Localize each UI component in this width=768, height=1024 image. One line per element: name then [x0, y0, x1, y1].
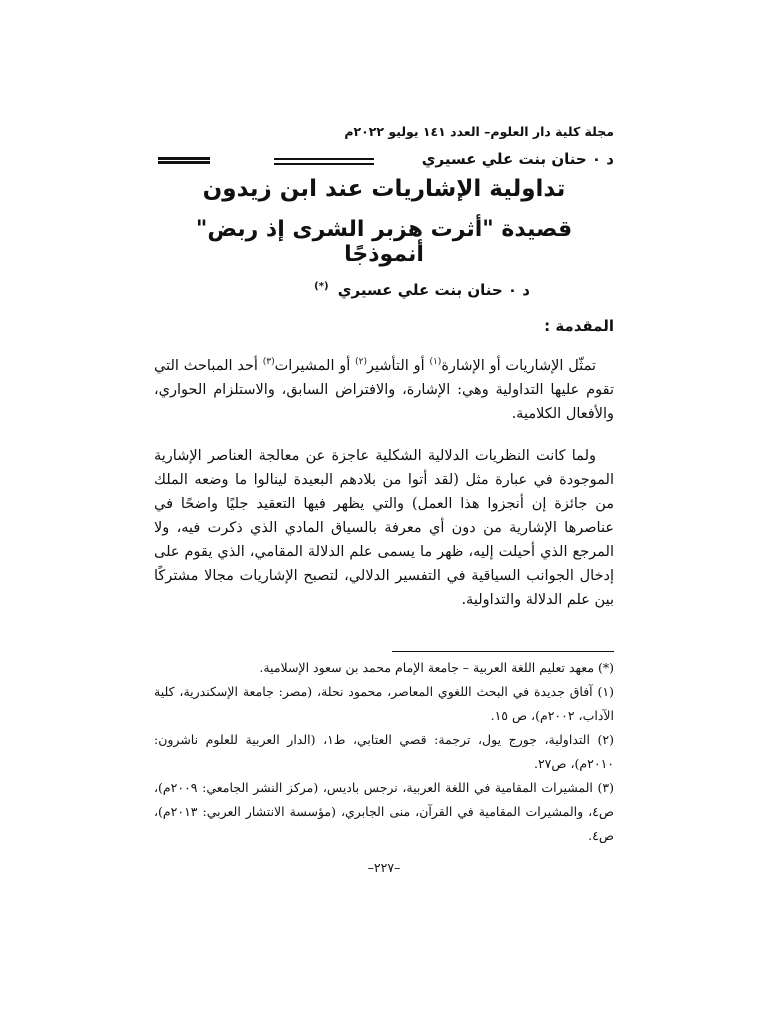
- p1-text-b: أو التأشير: [367, 357, 430, 374]
- footnote-ref-3[interactable]: (٣): [262, 357, 275, 367]
- footnote-author: (*) معهد تعليم اللغة العربية – جامعة الإمام محمد بن سعود الإسلامية.: [259, 660, 614, 675]
- footnote-ref-2[interactable]: (٢): [355, 357, 368, 367]
- running-author-bar: [158, 150, 614, 172]
- running-author-name: د ٠ حنان بنت علي عسيري: [421, 150, 614, 168]
- author-name: د ٠ حنان بنت علي عسيري: [337, 281, 530, 299]
- author-footnote-marker: (*): [314, 281, 329, 292]
- article-title-line1: تداولية الإشاريات عند ابن زيدون: [202, 176, 566, 202]
- footnotes: [154, 656, 614, 848]
- thick-rule-divider: [158, 157, 210, 164]
- footnote-1: (١) آفاق جديدة في البحث اللغوي المعاصر، محمود نحلة، (مصر: جامعة الإسكندرية، كلية الآداب، ٢٠٠٢م)، ص ١٥.: [154, 684, 614, 723]
- footnote-separator: [392, 651, 614, 652]
- section-heading-introduction: المقدمة :: [544, 317, 614, 335]
- article-title-line2: قصيدة "أثرت هزبر الشرى إذ ربض" أنموذجًا: [195, 217, 573, 267]
- paragraph-2-text: ولما كانت النظريات الدلالية الشكلية عاجزة عن معالجة العناصر الإشارية الموجودة في عبارة مثل (لقد أتوا من بلادهم البعيدة لينالوا ما وضعه الملك من جائزة إن أنجزوا هذا العمل) والتي يظهر فيها التعقيد جليًا واضحًا في عناصرها الإشارية من دون أي معرفة بالسياق المادي الذي ذكرت فيه، ولا المرجع الذي أحيلت إليه، ظهر ما يسمى علم الدلالة المقامي، الذي يقوم على إدخال الجوانب السياقية في التفسير الدلالي، لتصبح الإشاريات مجالا مشتركًا بين علم الدلالة والتداولية.: [154, 448, 614, 608]
- p1-text-c: أو المشيرات: [274, 357, 356, 374]
- paragraph-2: [154, 444, 614, 612]
- page-number: –٢٢٧–: [367, 860, 401, 875]
- footnote-2: (٢) التداولية، جورج يول، ترجمة: قصي العتابي، ط١، (الدار العربية للعلوم ناشرون: ٢٠١٠م)، ص٢٧.: [154, 732, 614, 771]
- author-byline: [314, 281, 530, 299]
- paragraph-1: [154, 350, 614, 426]
- journal-header: مجلة كلية دار العلوم– العدد ١٤١ يوليو ٢٠٢٢م: [344, 124, 614, 139]
- p1-text-a: تمثّل الإشاريات أو الإشارة: [441, 357, 596, 374]
- footnote-3: (٣) المشيرات المقامية في اللغة العربية، نرجس باديس، (مركز النشر الجامعي: ٢٠٠٩م)، ص٤، والمشيرات المقامية في القرآن، منى الجابري، (مؤسسة الانتشار العربي: ٢٠١٣م)، ص٤.: [154, 780, 614, 843]
- footnote-ref-1[interactable]: (١): [429, 357, 442, 367]
- p1-text-d: أحد المباحث التي تقوم عليها التداولية وهي: الإشارة، والافتراض السابق، والاستلزام الحواري، والأفعال الكلامية.: [154, 357, 614, 422]
- double-rule-divider: [274, 158, 374, 165]
